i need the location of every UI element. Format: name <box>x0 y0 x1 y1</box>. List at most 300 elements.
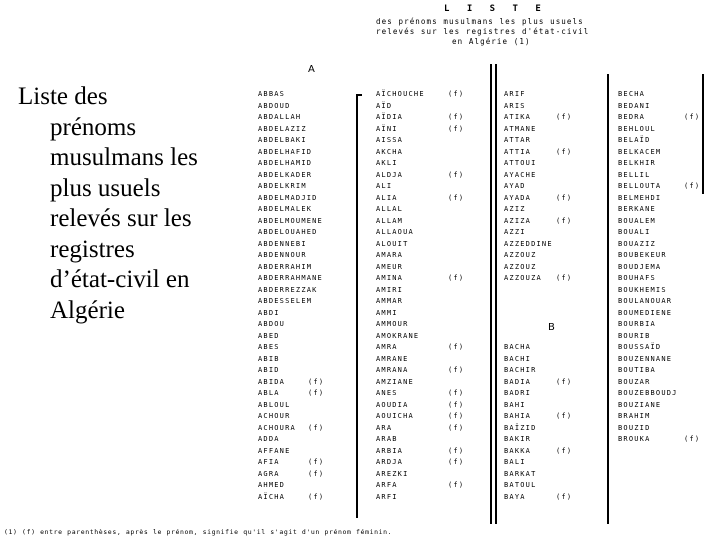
name-entry <box>258 205 312 213</box>
name-entry <box>376 159 398 167</box>
name-text: BOUSSAÏD <box>618 343 662 351</box>
name-text: AZZEDDINE <box>504 239 553 248</box>
feminine-mark: (f) <box>556 492 573 501</box>
name-text: ABDOU <box>258 320 286 328</box>
name-entry <box>258 102 291 110</box>
title-line: Algérie <box>50 296 125 324</box>
name-entry <box>376 251 403 259</box>
name-entry <box>618 435 701 443</box>
name-entry <box>376 481 465 489</box>
name-entry <box>258 492 325 501</box>
name-text: BELAÏD <box>618 136 651 144</box>
name-entry <box>504 193 573 202</box>
name-text: AREZKI <box>376 469 409 478</box>
name-entry <box>618 389 678 397</box>
name-text: BEHLOUL <box>618 124 656 133</box>
slide-title <box>18 82 240 326</box>
name-text: BELKACEM <box>618 147 662 156</box>
name-entry <box>618 240 656 248</box>
column-divider <box>356 94 358 518</box>
name-text: BOUZID <box>618 423 651 432</box>
name-text: ABDELMADJID <box>258 193 318 202</box>
name-text: AHMED <box>258 481 286 489</box>
name-text: ATIKA <box>504 113 532 121</box>
name-entry <box>504 481 537 489</box>
name-text: BOUDJEMA <box>618 262 662 271</box>
name-entry <box>376 205 403 213</box>
name-text: ABDELOUAHED <box>258 228 318 236</box>
name-text: ABIB <box>258 354 280 363</box>
name-entry <box>618 286 667 294</box>
name-entry <box>618 90 645 98</box>
name-text: BELLOUTA <box>618 182 662 190</box>
name-entry <box>504 182 526 190</box>
name-text: AÏCHA <box>258 492 286 501</box>
feminine-mark: (f) <box>448 170 465 179</box>
name-entry <box>618 309 672 317</box>
name-entry <box>504 125 537 133</box>
feminine-mark: (f) <box>556 377 573 386</box>
name-text: BOUZIANE <box>618 400 662 409</box>
feminine-mark: (f) <box>684 435 701 443</box>
name-entry <box>376 412 465 420</box>
feminine-mark: (f) <box>448 274 465 282</box>
name-entry <box>504 205 526 213</box>
name-entry <box>376 435 398 443</box>
feminine-mark: (f) <box>448 481 465 489</box>
name-entry <box>258 217 323 225</box>
name-entry <box>376 400 465 409</box>
feminine-mark: (f) <box>308 377 325 386</box>
name-entry <box>504 113 573 121</box>
feminine-mark: (f) <box>556 113 573 121</box>
section-letter-b: B <box>548 322 555 333</box>
name-entry <box>504 470 537 478</box>
name-text: ABDELMALEK <box>258 205 313 213</box>
name-entry <box>504 263 537 271</box>
name-text: BOUKHEMIS <box>618 285 667 294</box>
name-text: BOURBIA <box>618 320 656 328</box>
name-text: AMZIANE <box>376 377 414 386</box>
name-entry <box>258 286 318 294</box>
name-text: ABDELKADER <box>258 170 313 179</box>
name-entry <box>376 102 392 110</box>
name-entry <box>376 182 392 190</box>
name-text: ARFA <box>376 481 398 489</box>
name-text: BADIA <box>504 377 532 386</box>
name-text: ALIA <box>376 193 398 202</box>
column-divider <box>607 74 609 524</box>
name-entry <box>618 274 656 282</box>
name-entry <box>258 194 318 202</box>
document-title: L I S T E <box>444 4 547 14</box>
title-line: registres <box>50 235 135 263</box>
name-text: AMMI <box>376 308 398 317</box>
name-text: BADRI <box>504 389 532 397</box>
name-text: BALI <box>504 458 526 466</box>
name-text: ABDERRAHIM <box>258 262 313 271</box>
name-entry <box>504 228 526 236</box>
name-text: BAHI <box>504 400 526 409</box>
name-entry <box>504 147 573 156</box>
name-entry <box>504 446 573 455</box>
name-entry <box>376 217 403 225</box>
name-entry <box>258 159 312 167</box>
name-text: BELMEHDI <box>618 193 662 202</box>
name-text: AOUICHA <box>376 412 414 420</box>
name-entry <box>376 286 403 294</box>
feminine-mark: (f) <box>308 423 325 432</box>
name-entry <box>504 102 526 110</box>
name-entry <box>618 228 651 236</box>
name-text: BAYA <box>504 492 526 501</box>
name-text: AZIZ <box>504 205 526 213</box>
name-entry <box>618 113 701 121</box>
name-entry <box>504 366 537 374</box>
name-text: BOUALEM <box>618 216 656 225</box>
name-text: AZZOUZ <box>504 251 537 259</box>
name-entry <box>258 309 280 317</box>
name-entry <box>376 297 403 305</box>
name-text: BERKANE <box>618 205 656 213</box>
name-entry <box>376 193 465 202</box>
name-entry <box>618 136 651 144</box>
feminine-mark: (f) <box>448 366 465 374</box>
feminine-mark: (f) <box>448 423 465 432</box>
name-entry <box>376 170 465 179</box>
name-entry <box>618 148 661 156</box>
feminine-mark: (f) <box>556 274 573 282</box>
feminine-mark: (f) <box>684 113 701 121</box>
name-text: BOUMEDIENE <box>618 308 673 317</box>
column-divider <box>495 64 497 524</box>
footnote: (1) (f) entre parenthèses, après le prénom, signifie qu'il s'agit d'un prénom féminin. <box>4 528 393 536</box>
name-text: AISSA <box>376 136 404 144</box>
name-text: ABDENNOUR <box>258 251 307 259</box>
name-text: AMRA <box>376 343 398 351</box>
name-entry <box>376 458 465 466</box>
title-line: relevés sur les <box>50 205 192 232</box>
name-text: AKCHA <box>376 147 404 156</box>
name-entry <box>618 102 651 110</box>
document-subtitle-line: des prénoms musulmans les plus usuels <box>376 17 584 26</box>
section-letter-a: A <box>308 64 315 75</box>
name-text: AMRANE <box>376 354 409 363</box>
name-text: ALLAL <box>376 205 404 213</box>
column-divider <box>702 74 704 194</box>
document-subtitle-line: en Algérie (1) <box>452 37 531 46</box>
name-text: BROUKA <box>618 435 651 443</box>
name-text: ANES <box>376 389 398 397</box>
feminine-mark: (f) <box>448 113 465 121</box>
name-entry <box>258 469 325 478</box>
name-text: ABES <box>258 343 280 351</box>
name-text: BOUZEBBOUDJ <box>618 389 678 397</box>
name-text: AYAD <box>504 182 526 190</box>
name-text: ABDESSELEM <box>258 297 313 305</box>
name-entry <box>258 320 285 328</box>
name-entry <box>504 492 573 501</box>
feminine-mark: (f) <box>556 216 573 225</box>
name-text: BEDRA <box>618 113 646 121</box>
name-entry <box>504 389 531 397</box>
name-entry <box>376 366 465 374</box>
name-entry <box>258 458 325 466</box>
name-entry <box>376 148 403 156</box>
name-text: ATTOUI <box>504 159 537 167</box>
name-text: ABDELBAKI <box>258 136 307 144</box>
name-entry <box>376 113 465 121</box>
name-text: ARFI <box>376 492 398 501</box>
name-entry <box>258 274 323 282</box>
name-text: AÏCHOUCHE <box>376 90 425 98</box>
feminine-mark: (f) <box>448 446 465 455</box>
name-text: ATTIA <box>504 147 532 156</box>
name-text: ABDELMOUMENE <box>258 216 323 225</box>
name-text: ABBAS <box>258 90 286 98</box>
name-entry <box>618 332 651 340</box>
name-text: AKLI <box>376 159 398 167</box>
name-text: ABIDA <box>258 377 286 386</box>
name-entry <box>376 228 414 236</box>
name-text: ABDALLAH <box>258 113 302 121</box>
feminine-mark: (f) <box>448 343 465 351</box>
name-entry <box>376 378 414 386</box>
name-text: BELKHIR <box>618 159 656 167</box>
name-text: BAKIR <box>504 435 532 443</box>
name-entry <box>618 182 701 190</box>
name-entry <box>376 389 465 397</box>
name-entry <box>258 447 291 455</box>
name-text: ABID <box>258 366 280 374</box>
name-entry <box>504 412 573 420</box>
feminine-mark: (f) <box>448 400 465 409</box>
name-text: BOUHAFS <box>618 274 656 282</box>
name-entry <box>258 401 291 409</box>
name-text: AGRA <box>258 469 280 478</box>
name-entry <box>258 113 301 121</box>
name-text: AMRANA <box>376 366 409 374</box>
name-entry <box>376 136 403 144</box>
name-text: BAHIA <box>504 412 532 420</box>
name-entry <box>376 263 403 271</box>
name-text: ARAB <box>376 435 398 443</box>
name-text: ACHOURA <box>258 423 296 432</box>
name-entry <box>618 378 651 386</box>
title-line: prénoms <box>50 113 137 141</box>
name-entry <box>618 297 672 305</box>
name-text: AOUDIA <box>376 400 409 409</box>
name-text: AMIRI <box>376 285 404 294</box>
name-text: BOURIB <box>618 331 651 340</box>
name-entry <box>618 355 672 363</box>
name-entry <box>618 412 651 420</box>
feminine-mark: (f) <box>308 389 325 397</box>
name-text: ABDELHAMID <box>258 159 313 167</box>
name-text: AFFANE <box>258 446 291 455</box>
title-line: Liste des <box>18 83 108 110</box>
name-entry <box>258 251 307 259</box>
name-entry <box>618 217 656 225</box>
name-entry <box>258 412 291 420</box>
name-entry <box>504 159 537 167</box>
name-text: ABED <box>258 331 280 340</box>
name-entry <box>618 320 656 328</box>
name-entry <box>258 481 285 489</box>
name-text: BOUAZIZ <box>618 239 656 248</box>
name-entry <box>376 332 419 340</box>
title-line: d’état-civil en <box>50 266 190 293</box>
name-entry <box>504 355 531 363</box>
name-text: AÏD <box>376 101 393 110</box>
name-entry <box>504 216 573 225</box>
name-entry <box>258 171 312 179</box>
name-entry <box>504 343 531 351</box>
feminine-mark: (f) <box>556 193 573 202</box>
name-text: ABLA <box>258 389 280 397</box>
name-entry <box>258 332 280 340</box>
name-entry <box>258 343 280 351</box>
feminine-mark: (f) <box>556 147 573 156</box>
name-entry <box>618 343 661 351</box>
name-entry <box>504 171 537 179</box>
name-entry <box>618 251 667 259</box>
title-line: plus usuels <box>50 174 161 202</box>
name-text: ALDJA <box>376 170 404 179</box>
name-text: BARKAT <box>504 469 537 478</box>
name-text: ALLAM <box>376 216 404 225</box>
name-text: AYACHE <box>504 170 537 179</box>
name-text: AMINA <box>376 274 404 282</box>
name-text: ALI <box>376 182 393 190</box>
name-text: ABDERRAHMANE <box>258 274 323 282</box>
name-entry <box>504 401 526 409</box>
name-entry <box>618 263 661 271</box>
name-text: BEDANI <box>618 101 651 110</box>
name-text: ABDENNEBI <box>258 239 307 248</box>
column-divider <box>490 64 492 524</box>
name-text: BACHA <box>504 343 532 351</box>
name-entry <box>258 125 307 133</box>
name-text: BAKKA <box>504 446 532 455</box>
feminine-mark: (f) <box>556 412 573 420</box>
name-entry <box>258 148 312 156</box>
name-entry <box>504 458 526 466</box>
name-entry <box>258 182 307 190</box>
feminine-mark: (f) <box>308 458 325 466</box>
name-entry <box>376 343 465 351</box>
feminine-mark: (f) <box>448 193 465 202</box>
feminine-mark: (f) <box>448 90 465 98</box>
name-entry <box>618 159 656 167</box>
name-entry <box>504 90 526 98</box>
name-entry <box>504 377 573 386</box>
name-text: ATTAR <box>504 136 532 144</box>
feminine-mark: (f) <box>684 182 701 190</box>
name-text: BOUZAR <box>618 377 651 386</box>
feminine-mark: (f) <box>308 492 325 501</box>
name-entry <box>376 124 465 133</box>
name-text: AZZOUZ <box>504 262 537 271</box>
name-entry <box>258 240 307 248</box>
name-entry <box>258 228 318 236</box>
name-text: ARDJA <box>376 458 404 466</box>
name-entry <box>376 320 409 328</box>
feminine-mark: (f) <box>308 469 325 478</box>
feminine-mark: (f) <box>448 389 465 397</box>
name-entry <box>376 446 465 455</box>
name-entry <box>504 136 531 144</box>
name-entry <box>504 240 553 248</box>
name-entry <box>376 355 409 363</box>
name-text: ALOUIT <box>376 239 409 248</box>
name-text: ARBIA <box>376 446 404 455</box>
name-text: AMMOUR <box>376 320 409 328</box>
name-text: ADDA <box>258 435 280 443</box>
name-text: ATMANE <box>504 124 537 133</box>
name-text: ABDELAZIZ <box>258 124 307 133</box>
name-entry <box>258 366 280 374</box>
name-entry <box>504 274 573 282</box>
name-text: ARA <box>376 423 393 432</box>
name-entry <box>376 423 465 432</box>
name-entry <box>258 263 312 271</box>
name-entry <box>376 493 398 501</box>
name-entry <box>504 435 531 443</box>
name-text: ABDELHAFID <box>258 147 313 156</box>
name-entry <box>504 424 537 432</box>
name-entry <box>618 205 656 213</box>
name-entry <box>258 136 307 144</box>
name-text: BOUTIBA <box>618 366 656 374</box>
name-entry <box>618 125 656 133</box>
name-entry <box>376 470 409 478</box>
name-text: ABDERREZZAK <box>258 285 318 294</box>
name-text: BOUZENNANE <box>618 354 673 363</box>
name-text: BOULANOUAR <box>618 297 673 305</box>
name-entry <box>504 251 537 259</box>
feminine-mark: (f) <box>448 124 465 133</box>
name-entry <box>618 401 661 409</box>
name-entry <box>258 355 280 363</box>
name-text: AMOKRANE <box>376 331 420 340</box>
name-text: AZZI <box>504 228 526 236</box>
scanned-document <box>252 0 720 540</box>
name-text: ALLAOUA <box>376 228 414 236</box>
name-text: ABDOUD <box>258 101 291 110</box>
name-text: BOUALI <box>618 228 651 236</box>
name-text: BAÏZID <box>504 423 537 432</box>
name-text: AFIA <box>258 458 280 466</box>
name-text: AÏNI <box>376 124 398 133</box>
name-entry <box>376 240 409 248</box>
name-entry <box>618 366 656 374</box>
name-entry <box>258 389 325 397</box>
name-entry <box>376 309 398 317</box>
name-text: ARIS <box>504 101 526 110</box>
name-entry <box>258 297 312 305</box>
feminine-mark: (f) <box>448 458 465 466</box>
column-corner <box>356 94 362 96</box>
name-text: ARIF <box>504 90 526 98</box>
name-text: AMEUR <box>376 262 404 271</box>
name-text: AZZOUZA <box>504 274 542 282</box>
title-line: musulmans les <box>50 144 198 171</box>
name-text: ACHOUR <box>258 412 291 420</box>
name-entry <box>258 423 325 432</box>
name-text: BECHA <box>618 90 646 98</box>
feminine-mark: (f) <box>448 412 465 420</box>
